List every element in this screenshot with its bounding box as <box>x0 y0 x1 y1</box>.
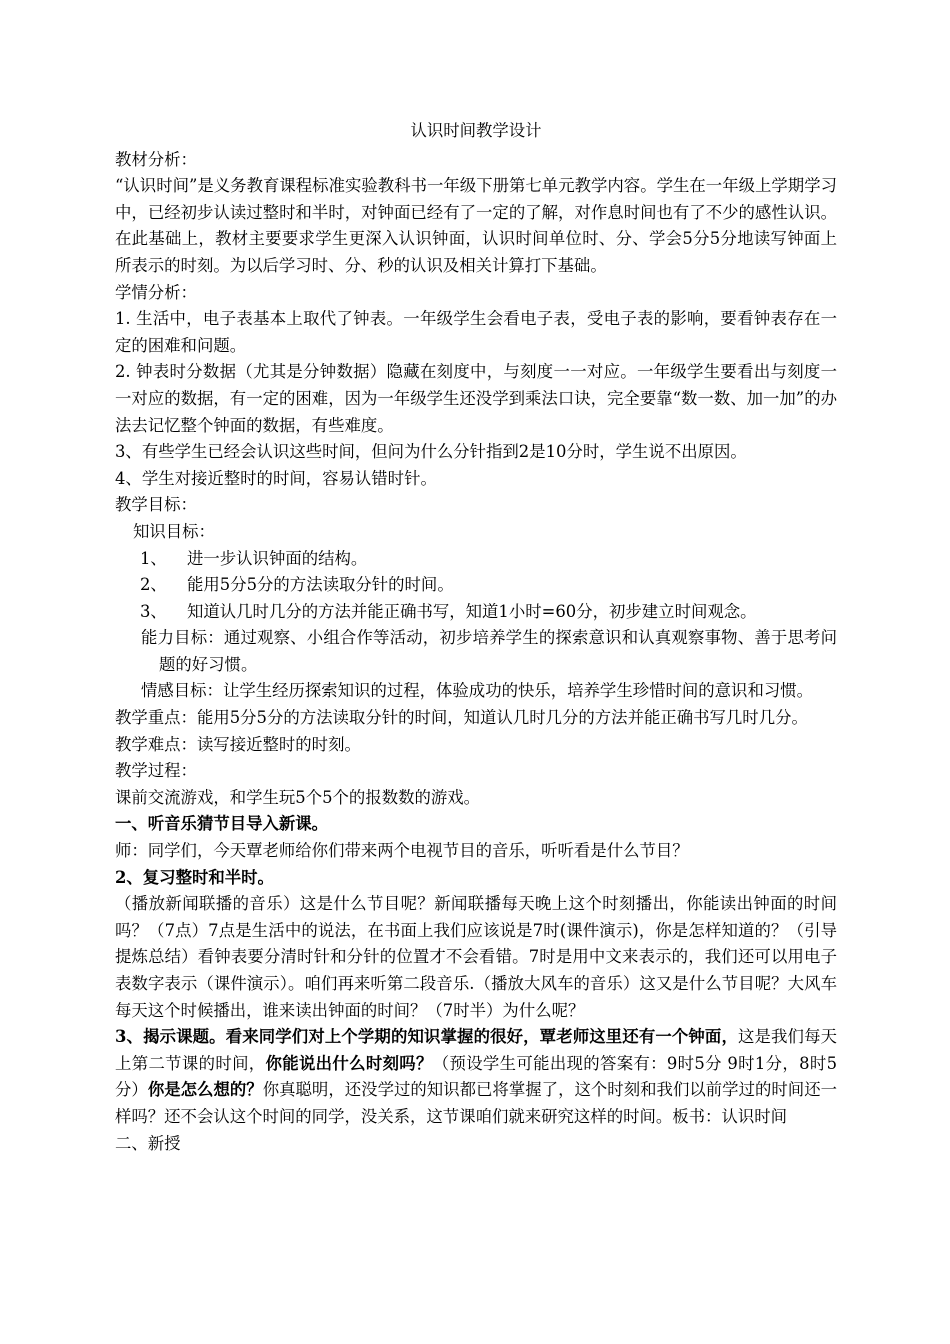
student-item-4: 4、学生对接近整时的时间，容易认错时针。 <box>115 468 437 488</box>
student-item-3: 3、有些学生已经会认识这些时间，但问为什么分针指到2是10分时，学生说不出原因。 <box>115 442 747 462</box>
knowledge-item-1-number: 1、 <box>140 548 167 568</box>
section-4-heading: 二、新授 <box>115 1133 181 1153</box>
section-3-text-1: 这是我们每天上第二节课的时间， <box>115 1027 838 1073</box>
section-1-heading: 一、听音乐猜节目导入新课。 <box>115 814 329 834</box>
key-point: 教学重点：能用5分5分的方法读取分针的时间，知道认几时几分的方法并能正确书写几时几分。 <box>115 708 808 728</box>
material-heading: 教材分析： <box>115 149 197 169</box>
document-title: 认识时间教学设计 <box>410 121 542 140</box>
process-heading: 教学过程： <box>115 761 197 781</box>
knowledge-heading: 知识目标： <box>133 521 215 541</box>
student-item-1: 1. 生活中，电子表基本上取代了钟表。一年级学生会看电子表，受电子表的影响，要看钟表存在一定的困难和问题。 <box>115 309 837 355</box>
knowledge-item-3-text: 知道认几时几分的方法并能正确书写，知道1小时=60分，初步建立时间观念。 <box>187 601 757 621</box>
knowledge-item-3-number: 3、 <box>140 601 167 621</box>
knowledge-item-1 <box>115 546 837 573</box>
material-paragraph: “认识时间”是义务教育课程标准实验教科书一年级下册第七单元教学内容。学生在一年级上学期学习中，已经初步认读过整时和半时，对钟面已经有了一定的了解，对作息时间也有了不少的感性认识。在此基础上，教材主要要求学生更深入认识钟面，认识时间单位时、分、学会5分5分地读写钟面上所表示的时刻。为以后学习时、分、秒的认识及相关计算打下基础。 <box>115 176 837 275</box>
ability-goal: 能力目标：通过观察、小组合作等活动，初步培养学生的探索意识和认真观察事物、善于思考问题的好习惯。 <box>141 628 837 674</box>
goals-heading: 教学目标： <box>115 495 197 515</box>
knowledge-item-1-text: 进一步认识钟面的结构。 <box>187 548 368 568</box>
knowledge-item-2-number: 2、 <box>140 575 167 595</box>
knowledge-item-2 <box>115 572 837 599</box>
difficulty-point: 教学难点：读写接近整时的时刻。 <box>115 734 361 754</box>
student-item-2: 2. 钟表时分数据（尤其是分钟数据）隐藏在刻度中，与刻度一一对应。一年级学生要看出与刻度一一对应的数据，有一定的困难，因为一年级学生还没学到乘法口诀，完全要靠“数一数、加一加”的办法去记忆整个钟面的数据，有些难度。 <box>115 362 837 435</box>
section-2-paragraph: （播放新闻联播的音乐）这是什么节目呢？新闻联播每天晚上这个时刻播出，你能读出钟面的时间吗？（7点）7点是生活中的说法，在书面上我们应该说是7时(课件演示)，你是怎样知道的？（引导提炼总结）看钟表要分清时针和分针的位置才不会看错。7时是用中文来表示的，我们还可以用电子表数字表示（课件演示）。咱们再来听第二段音乐.（播放大风车的音乐）这又是什么节目呢？大风车每天这个时候播出，谁来读出钟面的时间？（7时半）为什么呢？ <box>115 894 837 1020</box>
section-1-paragraph: 师：同学们，今天覃老师给你们带来两个电视节目的音乐，听听看是什么节目？ <box>115 841 689 861</box>
student-heading: 学情分析： <box>115 282 197 302</box>
warmup-paragraph: 课前交流游戏，和学生玩5个5个的报数数的游戏。 <box>115 787 481 807</box>
section-3-bold-1: 3、揭示课题。看来同学们对上个学期的知识掌握的很好，覃老师这里还有一个钟面， <box>115 1027 738 1047</box>
section-3-text-2: （预设学生可能出现的答案有：9时5分 9时1分，8时5分） <box>115 1053 838 1100</box>
knowledge-item-3 <box>115 599 837 626</box>
section-3-text-3: 你真聪明，还没学过的知识都已将掌握了，这个时刻和我们以前学过的时间还一样吗？还不会认这个时间的同学，没关系，这节课咱们就来研究这样的时间。板书：认识时间 <box>115 1080 838 1126</box>
section-3-bold-3: 你是怎么想的？ <box>147 1080 263 1100</box>
emotion-goal: 情感目标：让学生经历探索知识的过程，体验成功的快乐，培养学生珍惜时间的意识和习惯。 <box>141 681 814 701</box>
section-2-heading: 2、复习整时和半时。 <box>115 867 274 887</box>
section-3-paragraph <box>115 1024 837 1130</box>
section-3-bold-2: 你能说出什么时刻吗？ <box>265 1053 433 1073</box>
knowledge-item-2-text: 能用5分5分的方法读取分针的时间。 <box>187 575 454 595</box>
